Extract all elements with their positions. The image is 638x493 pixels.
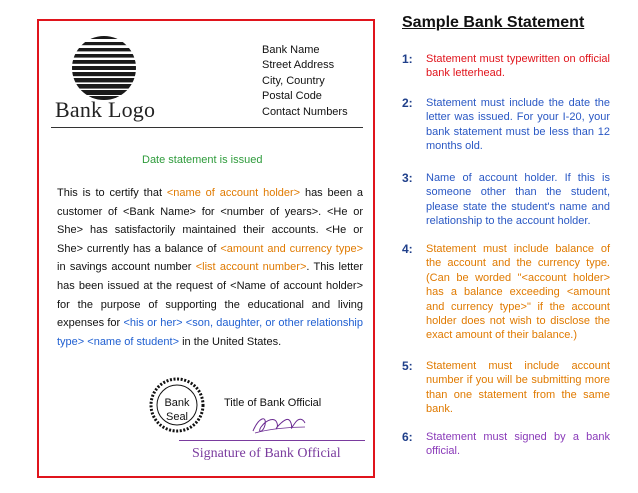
paragraph-text: in the United States. (179, 335, 282, 348)
paragraph-text: . This letter has been issued at the request of <Name of account holder> for the purpose of supporting the educational and living expenses for (57, 261, 363, 330)
bank-name: Bank Name (262, 44, 320, 56)
letterhead-divider (51, 127, 363, 128)
instruction-number: 1: (402, 52, 413, 66)
sample-letter (37, 19, 375, 478)
city-country: City, Country (262, 74, 325, 87)
placeholder-text: <list account number> (195, 261, 307, 274)
statement-date: Date statement is issued (142, 154, 263, 166)
placeholder-text: <his or her> <son, daughter, or other relationship type> <name of student> (57, 317, 363, 348)
signature-line (179, 440, 365, 441)
panel-title: Sample Bank Statement (402, 14, 585, 31)
paragraph-text: has been a customer of <Bank Name> for <number of years>. <He or She> has satisfactorily maintained their accounts. <He or She> currently has a balance of (57, 187, 363, 255)
instruction-text: Statement must include balance of the account and the currency type. (Can be worded "<account holder> has a balance exceeding <amount and currency type>" if the account holder does not wish to disclose the exact amount of their balance.) (426, 243, 610, 342)
certification-paragraph (57, 184, 363, 351)
instruction-text: Statement must typewritten on official bank letterhead. (426, 53, 610, 80)
instruction-text: Statement must include account number if you will be submitting more than one statement from the same bank. (426, 360, 610, 416)
instruction-number: 6: (402, 430, 413, 444)
paragraph-text: This is to certify that (57, 187, 167, 199)
bank-seal-label: Bank Seal (164, 397, 190, 423)
placeholder-text: <amount and currency type> (220, 242, 364, 255)
bank-logo-text: Bank Logo (55, 97, 156, 122)
contact-numbers: Contact Numbers (262, 105, 348, 118)
instruction-text: Statement must include the date the letter was issued. For your I-20, your bank statement must be less than 12 months old. (426, 97, 610, 153)
signature-label: Signature of Bank Official (192, 446, 341, 461)
instruction-number: 2: (402, 96, 413, 110)
instruction-number: 4: (402, 242, 413, 256)
instruction-text: Name of account holder. If this is someone other than the student, please state the student's name and relationship to the account holder. (426, 172, 610, 228)
postal-code: Postal Code (262, 90, 322, 103)
instructions-panel (402, 14, 610, 458)
signature-scribble-icon (249, 411, 309, 437)
paragraph-text: in savings account number (57, 261, 196, 274)
official-title: Title of Bank Official (224, 397, 322, 409)
street-address: Street Address (262, 59, 335, 72)
bank-globe-logo-icon (71, 35, 137, 101)
instruction-number: 3: (402, 171, 413, 185)
placeholder-text: <name of account holder> (166, 187, 301, 199)
bank-address-block (262, 43, 348, 120)
instruction-text: Statement must signed by a bank official. (426, 431, 610, 458)
instruction-number: 5: (402, 359, 413, 373)
